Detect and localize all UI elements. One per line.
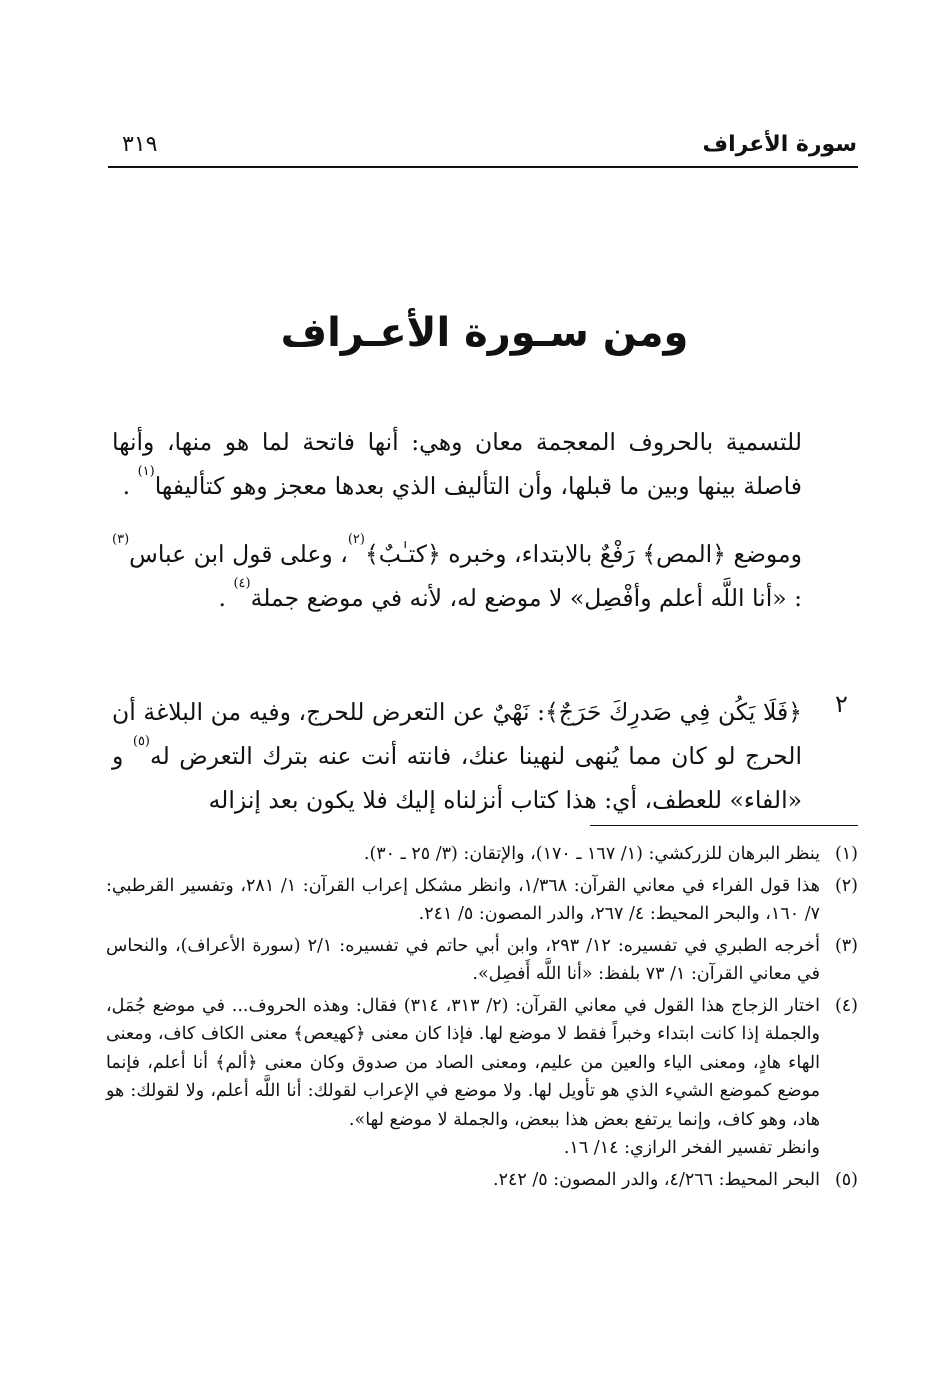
paragraph-end: . (218, 584, 234, 612)
page-number: ٣١٩ (122, 132, 158, 157)
footnote-ref: (٢) (347, 532, 365, 547)
paragraph-text: ﴿فَلَا يَكُن فِي صَدرِكَ حَرَجٌ﴾: نَهْيٌ عن التعرض للحرج، وفيه من البلاغة أن الحرج لو كان مما يُنهى لنهينا عنك، فانته أنت عنه بترك التعرض له (112, 698, 802, 770)
footnote-continuation: وانظر تفسير الفخر الرازي: ١٤/ ١٦. (563, 1138, 820, 1158)
footnote-ref: (٤) (233, 576, 251, 591)
running-title: سورة الأعراف (702, 132, 857, 157)
footnote-number: (٤) (834, 995, 858, 1016)
footnote-text: اختار الزجاج هذا القول في معاني القرآن: (٢/ ٣١٣، ٣١٤) فقال: وهذه الحروف... في موضع جُمَل، والجملة إذا كانت ابتداء وخبراً فقط لا موضع لها. فإذا كان معنى ﴿كهيعص﴾ معنى الكاف كاف، ومعنى الهاء هادٍ، ومعنى الياء والعين من عليم، ومعنى الصاد من صدوق وكان معنى ﴿ألم﴾ أنا أعلم، فإنما موضع كموضع الشيء الذي هو تأويل لها. ولا موضع في الإعراب لقولك: أنا اللَّه أعلم، ولا لقولك: هو هاد، وهو كاف، وإنما يرتفع بعض هذا ببعض، والجملة لا موضع لها». (106, 995, 820, 1130)
footnote-text: هذا قول الفراء في معاني القرآن: ١/٣٦٨، وانظر مشكل إعراب القرآن: ١/ ٢٨١، وتفسير القرطبي: ٧/ ١٦٠، والبحر المحيط: ٤/ ٢٦٧، والدر المصون: ٥/ ٢٤١. (106, 875, 821, 924)
page-header (112, 132, 857, 168)
footnote (106, 1166, 858, 1195)
footnote-text: البحر المحيط: ٤/٢٦٦، والدر المصون: ٥/ ٢٤٢. (492, 1169, 820, 1190)
paragraph-text: : «أنا اللَّه أعلم وأفْصِل» لا موضع له، لأنه في موضع جملة (250, 584, 802, 612)
header-divider (108, 166, 858, 168)
footnote-divider (590, 825, 858, 826)
paragraph-1 (112, 420, 802, 508)
paragraph-text: وموضع ﴿المص﴾ رَفْعٌ بالابتداء، وخبره ﴿كتـٰبٌ﴾ (364, 540, 802, 568)
footnote (106, 992, 858, 1163)
paragraph-text: و «الفاء» للعطف، أي: هذا كتاب أنزلناه إليك فلا يكون بعد إنزاله (112, 742, 802, 814)
footnote (106, 840, 858, 869)
verse-number: ٢ (835, 690, 848, 718)
paragraph-end: . (122, 472, 138, 500)
footnote-text: أخرجه الطبري في تفسيره: ١٢/ ٢٩٣، وابن أبي حاتم في تفسيره: ٢/١ (سورة الأعراف)، والنحاس في معاني القرآن: ١/ ٧٣ بلفظ: «أنا اللَّه أَفصِل». (106, 935, 820, 984)
footnote-number: (٣) (834, 935, 858, 956)
paragraph-2 (112, 532, 802, 620)
footnote-number: (٢) (834, 875, 858, 896)
footnote-number: (١) (834, 844, 858, 864)
footnote-ref: (٥) (132, 734, 150, 749)
footnotes (106, 840, 858, 1197)
footnote (106, 872, 858, 929)
chapter-title: ومن سـورة الأعـراف (280, 310, 689, 356)
footnote-ref: (٣) (112, 532, 130, 547)
paragraph-3 (112, 690, 802, 822)
footnote-number: (٥) (834, 1169, 858, 1190)
paragraph-text: ، وعلى قول ابن عباس (129, 540, 348, 568)
footnote-ref: (١) (137, 464, 155, 479)
footnote-text: ينظر البرهان للزركشي: (١/ ١٦٧ ـ ١٧٠)، والإتقان: (٣/ ٢٥ ـ ٣٠). (363, 844, 820, 864)
paragraph-text: للتسمية بالحروف المعجمة معان وهي: أنها فاتحة لما هو منها، وأنها فاصلة بينها وبين ما قبلها، وأن التأليف الذي بعدها معجز وهو كتأليفها (112, 428, 802, 500)
footnote (106, 932, 858, 989)
